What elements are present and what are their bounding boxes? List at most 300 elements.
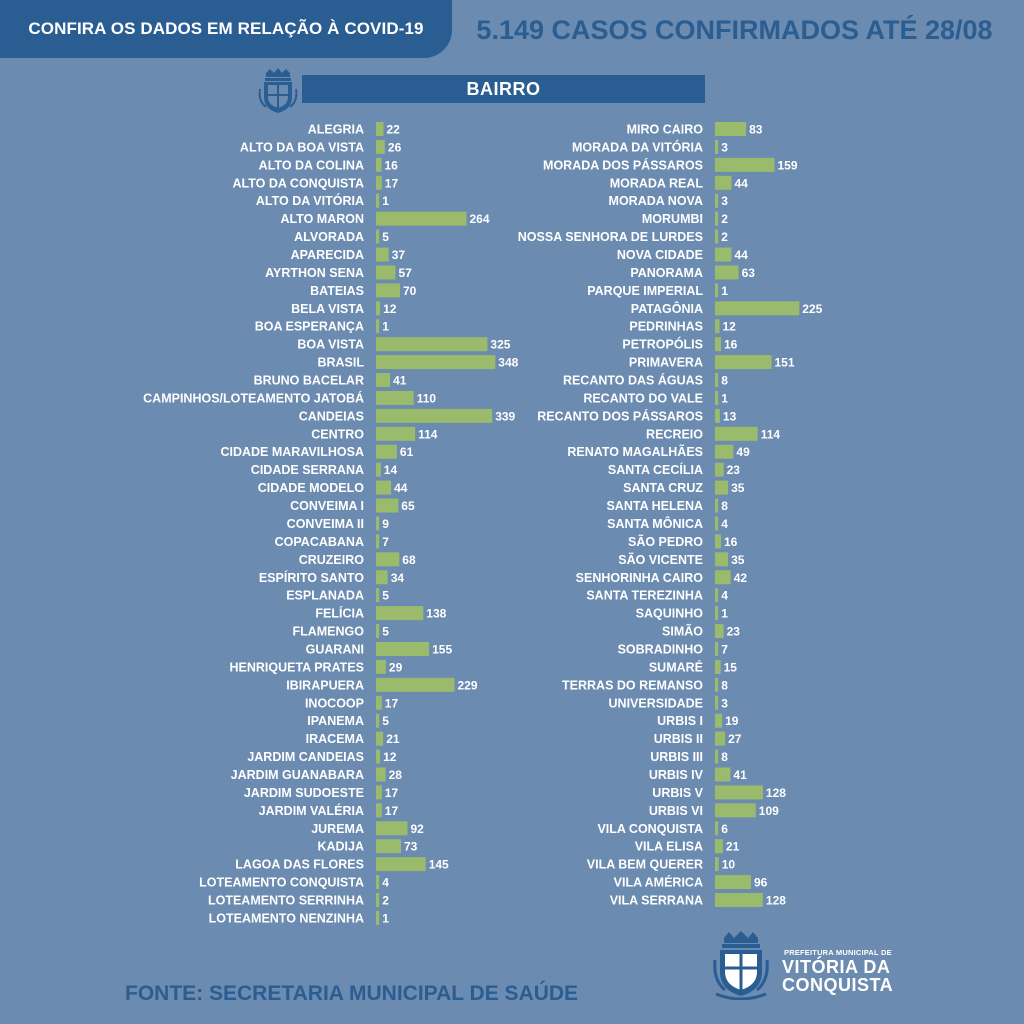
bar <box>376 158 382 172</box>
category-label: PATAGÔNIA <box>630 301 703 316</box>
bar <box>376 911 379 925</box>
category-label: CONVEIMA II <box>286 516 364 531</box>
category-label: CIDADE MODELO <box>257 481 364 496</box>
category-label: SANTA TEREZINHA <box>586 588 703 603</box>
category-label: MORADA NOVA <box>608 194 703 209</box>
category-label: ALVORADA <box>294 230 364 245</box>
bar-value-label: 128 <box>765 893 786 908</box>
bar-row <box>576 570 748 585</box>
bar-value-label: 14 <box>383 463 398 478</box>
bar <box>715 642 718 656</box>
category-label: ALEGRIA <box>307 122 364 137</box>
bar-row <box>649 659 737 674</box>
bar-row <box>317 355 518 370</box>
category-label: VILA CONQUISTA <box>597 821 703 836</box>
bar-row <box>259 158 399 173</box>
bar <box>376 516 379 530</box>
bar <box>715 319 720 333</box>
bar <box>715 481 728 495</box>
bar <box>376 696 382 710</box>
bar-row <box>657 714 739 729</box>
category-label: LOTEAMENTO SERRINHA <box>207 893 364 908</box>
bar <box>376 212 467 226</box>
bar-value-label: 16 <box>384 158 398 173</box>
bar-row <box>240 140 402 155</box>
category-label: MORADA REAL <box>609 176 703 191</box>
bar-row <box>311 821 424 836</box>
category-label: CONVEIMA I <box>290 499 364 514</box>
bar-row <box>244 785 399 800</box>
bar-value-label: 2 <box>721 230 728 245</box>
bar-value-label: 12 <box>383 301 397 316</box>
bar-value-label: 109 <box>758 803 779 818</box>
bar <box>715 283 718 297</box>
bar-row <box>618 552 745 567</box>
bar-row <box>610 893 787 908</box>
bar <box>376 355 495 369</box>
bar <box>376 678 455 692</box>
bar <box>376 750 380 764</box>
category-label: VILA BEM QUERER <box>586 857 703 872</box>
bar-row <box>291 248 406 263</box>
bar <box>376 857 426 871</box>
bar <box>376 463 381 477</box>
bar <box>376 499 398 513</box>
bar-row <box>563 373 728 388</box>
bar-value-label: 5 <box>382 588 389 603</box>
bar-value-label: 151 <box>774 355 795 370</box>
bar <box>715 678 718 692</box>
bar <box>376 552 399 566</box>
bar-row <box>199 875 389 890</box>
bar-row <box>259 570 404 585</box>
bar-row <box>255 319 389 334</box>
category-label: SUMARÉ <box>648 660 703 675</box>
bar-row <box>258 481 408 496</box>
category-label: NOVA CIDADE <box>616 248 703 263</box>
bar <box>715 499 718 513</box>
bar <box>715 588 718 602</box>
bar <box>715 750 718 764</box>
bar-value-label: 21 <box>725 839 740 854</box>
bar-row <box>317 839 417 854</box>
bar <box>715 337 721 351</box>
bar-value-label: 3 <box>721 696 728 711</box>
bar-row <box>143 390 436 405</box>
bar <box>376 606 423 620</box>
bar <box>715 785 763 799</box>
bar <box>715 265 739 279</box>
category-label: LAGOA DAS FLORES <box>235 857 364 872</box>
bar-value-label: 57 <box>398 265 412 280</box>
category-label: MORADA DOS PÁSSAROS <box>543 158 703 173</box>
bar-value-label: 1 <box>721 391 728 406</box>
bar-row <box>280 212 489 227</box>
category-label: BELA VISTA <box>291 301 364 316</box>
bar-row <box>308 122 400 137</box>
bar <box>715 140 718 154</box>
bar-value-label: 325 <box>490 337 511 352</box>
bar-row <box>630 265 755 280</box>
bar-value-label: 10 <box>721 857 736 872</box>
bar-row <box>646 427 780 442</box>
bar-row <box>286 588 389 603</box>
bar <box>715 463 724 477</box>
category-label: PEDRINHAS <box>629 319 703 334</box>
bar <box>715 248 732 262</box>
bar-value-label: 65 <box>401 499 415 514</box>
category-label: SÃO PEDRO <box>627 534 703 549</box>
bar-value-label: 37 <box>391 248 406 263</box>
bar <box>715 516 718 530</box>
logo-city-line-2: CONQUISTA <box>782 975 894 995</box>
bar <box>376 373 390 387</box>
bar-row <box>291 301 397 316</box>
category-label: JARDIM CANDEIAS <box>247 750 364 765</box>
bar-row <box>256 193 389 208</box>
bar-row <box>286 678 478 693</box>
category-label: COPACABANA <box>274 534 364 549</box>
bar-value-label: 1 <box>382 194 389 209</box>
bar-row <box>631 301 823 316</box>
bar-row <box>259 803 399 818</box>
category-label: SÃO VICENTE <box>618 552 703 567</box>
category-label: RENATO MAGALHÃES <box>567 445 703 460</box>
bar <box>376 821 408 835</box>
bar-value-label: 35 <box>731 481 745 496</box>
bar-row <box>623 481 745 496</box>
bar <box>715 176 732 190</box>
bar <box>376 194 379 208</box>
category-label: SANTA HELENA <box>606 499 703 514</box>
city-hall-logo <box>712 930 912 1002</box>
bar-row <box>297 337 510 352</box>
bar-value-label: 83 <box>749 122 763 137</box>
bar <box>715 194 718 208</box>
category-label: JARDIM VALÉRIA <box>258 803 364 818</box>
bar-row <box>614 875 768 890</box>
bar <box>376 642 429 656</box>
bar-row <box>292 624 389 639</box>
bar-value-label: 348 <box>498 355 519 370</box>
bar-value-label: 8 <box>721 373 728 388</box>
bar <box>715 122 746 136</box>
bar-row <box>627 122 763 137</box>
bar <box>376 122 384 136</box>
bar <box>376 265 396 279</box>
bar-row <box>635 839 740 854</box>
bar-row <box>209 911 390 926</box>
category-label: ALTO DA COLINA <box>258 158 364 173</box>
bar-row <box>606 499 728 514</box>
category-label: PRIMAVERA <box>628 355 703 370</box>
logo-prefix: PREFEITURA MUNICIPAL DE <box>784 948 892 957</box>
bar-value-label: 21 <box>386 732 400 747</box>
bar <box>715 409 720 423</box>
header-tag: CONFIRA OS DADOS EM RELAÇÃO À COVID-19 <box>0 0 452 58</box>
bar-row <box>315 606 446 621</box>
bar-value-label: 229 <box>457 678 478 693</box>
bar-value-label: 5 <box>382 624 389 639</box>
bar-value-label: 16 <box>724 534 738 549</box>
bar-row <box>233 176 399 191</box>
source-note: FONTE: SECRETARIA MUNICIPAL DE SAÚDE <box>125 982 579 1005</box>
bar-value-label: 5 <box>382 714 389 729</box>
category-label: LOTEAMENTO NENZINHA <box>208 911 364 926</box>
bar-value-label: 145 <box>428 857 449 872</box>
bar-row <box>629 355 795 370</box>
bar <box>715 212 718 226</box>
bar-row <box>299 552 416 567</box>
bar-value-label: 35 <box>731 552 745 567</box>
bar <box>376 301 380 315</box>
bar <box>376 230 379 244</box>
bar-value-label: 5 <box>382 230 389 245</box>
category-label: RECANTO DO VALE <box>583 391 703 406</box>
bar <box>376 248 389 262</box>
bar-value-label: 44 <box>394 481 408 496</box>
category-label: ESPLANADA <box>286 588 364 603</box>
bar-row <box>629 319 736 334</box>
bar-row <box>586 588 728 603</box>
category-label: SANTA CECÍLIA <box>607 463 703 478</box>
bar-row <box>247 750 396 765</box>
bar-row <box>231 767 403 782</box>
category-label: RECREIO <box>646 427 703 442</box>
bar-row <box>208 893 389 908</box>
category-label: IPANEMA <box>307 714 364 729</box>
bar-value-label: 17 <box>384 696 399 711</box>
bar-value-label: 1 <box>382 911 389 926</box>
bar-value-label: 4 <box>721 588 728 603</box>
bar-value-label: 1 <box>721 606 728 621</box>
bar-value-label: 110 <box>416 391 437 406</box>
bar-value-label: 114 <box>760 427 781 442</box>
bar-row <box>572 139 728 154</box>
category-label: VILA SERRANA <box>609 893 703 908</box>
bar-value-label: 42 <box>733 570 748 585</box>
bar-row <box>290 499 415 514</box>
section-title-bar: BAIRRO <box>302 75 705 103</box>
bar-value-label: 29 <box>388 660 403 675</box>
bar-row <box>607 516 728 531</box>
bar <box>715 301 799 315</box>
category-label: ALTO DA BOA VISTA <box>239 140 364 155</box>
bar-value-label: 138 <box>426 606 447 621</box>
category-label: URBIS VI <box>648 803 703 818</box>
bar-value-label: 6 <box>721 821 728 836</box>
category-label: INOCOOP <box>304 696 364 711</box>
bar <box>376 893 379 907</box>
bar <box>376 283 400 297</box>
bar-row <box>235 857 449 872</box>
bar <box>376 176 382 190</box>
category-label: SIMÃO <box>662 624 703 639</box>
category-label: JARDIM SUDOESTE <box>243 785 364 800</box>
bar <box>715 427 758 441</box>
bar-row <box>310 283 417 298</box>
bar-row <box>518 230 728 245</box>
bar-value-label: 155 <box>432 642 453 657</box>
bar-row <box>617 248 748 263</box>
category-label: JARDIM GUANABARA <box>230 767 364 782</box>
bar-row <box>275 534 390 549</box>
bar-value-label: 13 <box>722 409 737 424</box>
bar-row <box>305 696 399 711</box>
bar-value-label: 264 <box>469 212 490 227</box>
category-label: CIDADE SERRANA <box>250 463 364 478</box>
bar-value-label: 23 <box>726 624 740 639</box>
bar-row <box>306 732 400 747</box>
bar-value-label: 128 <box>765 785 786 800</box>
bar-row <box>567 444 750 459</box>
bar <box>376 839 401 853</box>
bar-row <box>649 767 747 782</box>
category-label: PETROPÓLIS <box>622 337 703 352</box>
category-label: LOTEAMENTO CONQUISTA <box>199 875 364 890</box>
bar-value-label: 1 <box>382 319 389 334</box>
category-label: NOSSA SENHORA DE LURDES <box>517 230 703 245</box>
bar-value-label: 26 <box>387 140 402 155</box>
bar <box>376 570 388 584</box>
bar-value-label: 3 <box>721 140 728 155</box>
bar <box>715 660 721 674</box>
category-label: PANORAMA <box>630 265 703 280</box>
category-label: BATEIAS <box>310 283 364 298</box>
bar-value-label: 9 <box>382 516 389 531</box>
bar-row <box>610 176 748 191</box>
category-label: SOBRADINHO <box>617 642 703 657</box>
bar <box>715 839 723 853</box>
category-label: BRASIL <box>317 355 364 370</box>
bar <box>715 445 733 459</box>
bar-row <box>608 462 740 477</box>
bar-value-label: 225 <box>802 301 823 316</box>
category-label: URBIS I <box>657 714 703 729</box>
category-label: MORUMBI <box>641 212 703 227</box>
bar <box>376 714 379 728</box>
bar <box>715 732 725 746</box>
bar-value-label: 4 <box>382 875 389 890</box>
bar <box>376 391 414 405</box>
bar-value-label: 4 <box>721 516 728 531</box>
category-label: CAMPINHOS/LOTEAMENTO JATOBÁ <box>143 391 364 406</box>
bar <box>715 803 756 817</box>
bar <box>376 732 383 746</box>
bar <box>715 552 728 566</box>
bar-row <box>652 785 786 800</box>
category-label: RECANTO DOS PÁSSAROS <box>537 409 703 424</box>
bar-value-label: 22 <box>386 122 400 137</box>
bar-row <box>597 821 728 836</box>
bar <box>715 714 722 728</box>
bar-row <box>609 194 729 209</box>
category-label: BOA ESPERANÇA <box>254 319 364 334</box>
category-label: GUARANI <box>305 642 364 657</box>
bar-row <box>587 857 736 872</box>
category-label: SAQUINHO <box>635 606 703 621</box>
category-label: MORADA DA VITÓRIA <box>571 140 703 155</box>
category-label: VILA AMÉRICA <box>613 875 703 890</box>
bar <box>376 588 379 602</box>
logo-city-line-1: VITÓRIA DA <box>782 957 891 977</box>
bar <box>376 337 487 351</box>
bar <box>715 821 718 835</box>
bar-row <box>609 696 729 711</box>
bar-row <box>649 803 779 818</box>
bar-row <box>220 445 413 460</box>
bar-row <box>537 408 736 423</box>
bar <box>715 391 718 405</box>
bar <box>715 767 730 781</box>
bar-row <box>662 624 740 639</box>
bar <box>715 893 763 907</box>
bar <box>376 767 386 781</box>
bar-value-label: 12 <box>383 750 397 765</box>
bar-value-label: 63 <box>741 265 755 280</box>
category-label: KADIJA <box>317 839 364 854</box>
category-label: BOA VISTA <box>297 337 364 352</box>
bar-value-label: 8 <box>721 678 728 693</box>
bar <box>715 158 775 172</box>
bar-value-label: 8 <box>721 750 728 765</box>
bar <box>376 409 492 423</box>
bar-row <box>294 230 389 245</box>
city-hall-crest-icon <box>712 930 770 1000</box>
bar-value-label: 27 <box>728 732 742 747</box>
bar <box>376 445 397 459</box>
bar-value-label: 23 <box>726 463 740 478</box>
category-label: APARECIDA <box>290 248 364 263</box>
bar-value-label: 28 <box>388 767 402 782</box>
bar-value-label: 49 <box>736 445 750 460</box>
bar <box>715 355 772 369</box>
bar-row <box>251 463 398 478</box>
bar <box>715 606 718 620</box>
bar-value-label: 114 <box>418 427 438 442</box>
bar-value-label: 73 <box>404 839 418 854</box>
bar <box>376 803 382 817</box>
bar-row <box>642 212 728 227</box>
bar-value-label: 96 <box>754 875 768 890</box>
bar <box>376 481 391 495</box>
bar-value-label: 44 <box>734 248 748 263</box>
bar-value-label: 17 <box>384 803 399 818</box>
bar-value-label: 44 <box>734 176 748 191</box>
bar-value-label: 34 <box>390 570 405 585</box>
bar-value-label: 92 <box>410 821 424 836</box>
bar <box>376 785 382 799</box>
bar-value-label: 3 <box>721 194 728 209</box>
category-label: ESPÍRITO SANTO <box>258 570 364 585</box>
bar-row <box>587 283 728 298</box>
bar <box>376 875 379 889</box>
bar-row <box>306 642 453 657</box>
category-label: CRUZEIRO <box>298 552 364 567</box>
bar <box>376 140 385 154</box>
bar-row <box>287 516 390 531</box>
bar-value-label: 68 <box>402 552 416 567</box>
bar-row <box>654 732 742 747</box>
bar-value-label: 1 <box>721 283 728 298</box>
category-label: ALTO DA VITÓRIA <box>255 194 364 209</box>
bar-value-label: 2 <box>721 212 728 227</box>
category-label: SANTA CRUZ <box>623 481 703 496</box>
bar-value-label: 2 <box>382 893 389 908</box>
bar-row <box>299 409 516 424</box>
category-label: AYRTHON SENA <box>265 265 364 280</box>
bar-value-label: 19 <box>725 714 739 729</box>
